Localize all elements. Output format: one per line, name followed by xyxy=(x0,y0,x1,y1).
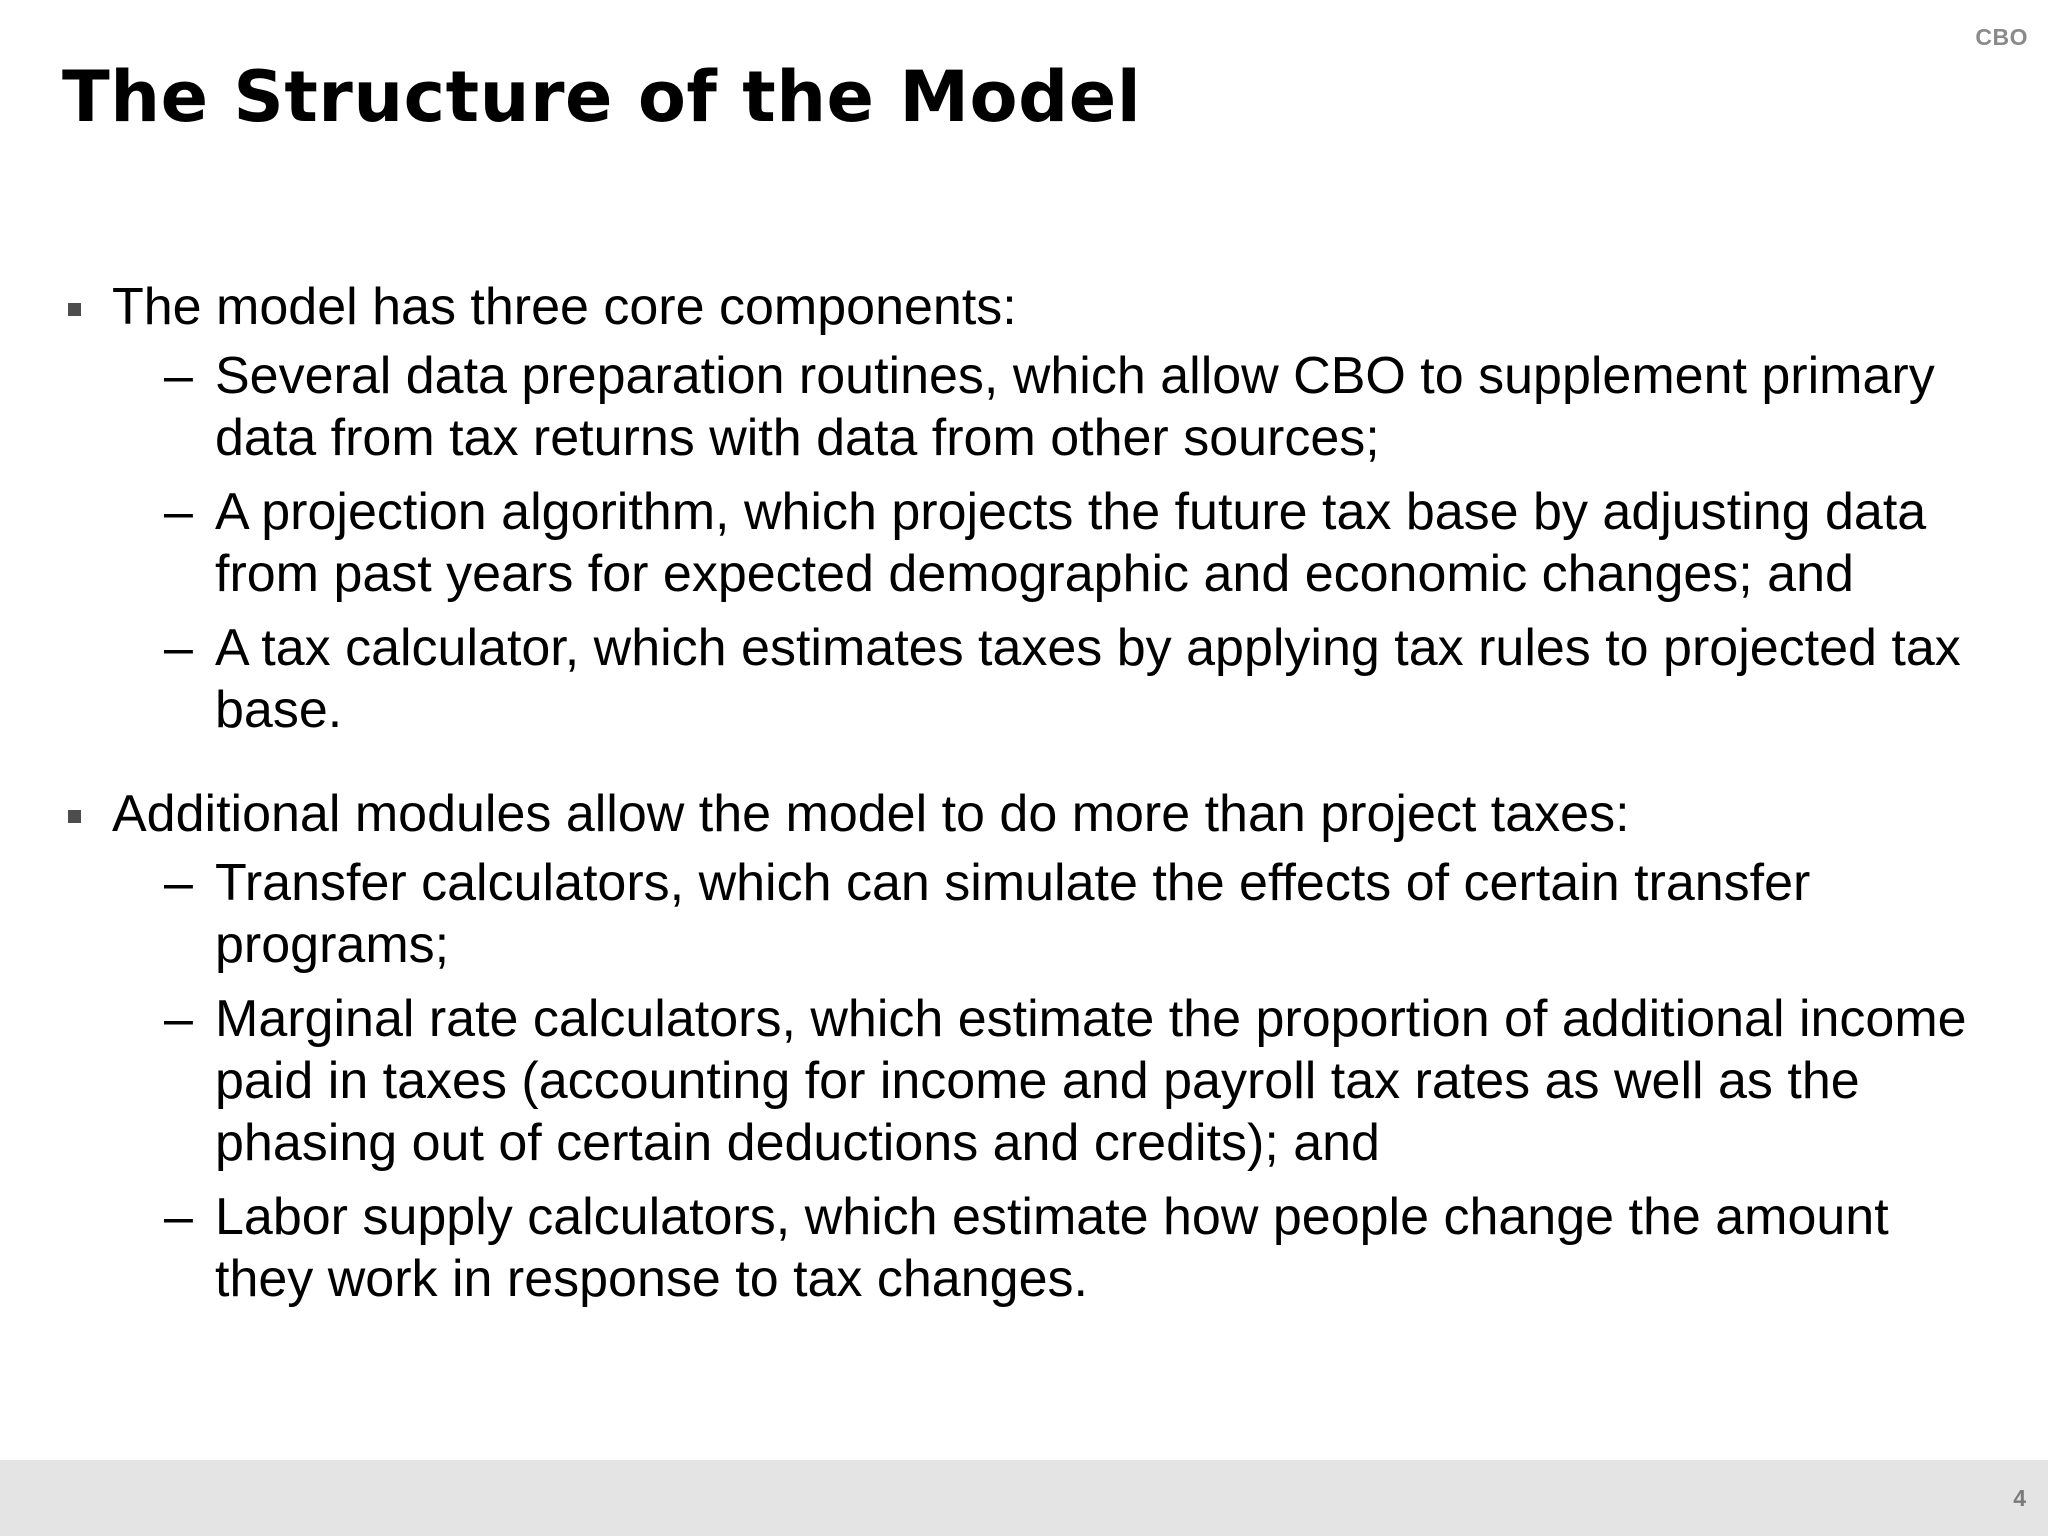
sub-item-text: Transfer calculators, which can simulate the effects of certain transfer programs; xyxy=(215,854,1811,974)
slide-content xyxy=(0,276,2048,1322)
bullet-line xyxy=(0,276,2048,338)
sub-item xyxy=(0,852,2048,976)
sub-item xyxy=(0,1186,2048,1310)
sub-item-text: A projection algorithm, which projects the future tax base by adjusting data from past years for expected demographic and economic changes; and xyxy=(215,483,1927,603)
dash-bullet-icon: – xyxy=(164,1188,193,1246)
dash-bullet-icon: – xyxy=(164,854,193,912)
sub-item-text: A tax calculator, which estimates taxes by applying tax rules to projected tax base. xyxy=(215,619,1961,739)
org-tag: CBO xyxy=(1975,24,2028,50)
sub-item xyxy=(0,617,2048,741)
sub-list xyxy=(0,345,2048,741)
bullet-text: Additional modules allow the model to do more than project taxes: xyxy=(112,785,1630,843)
sub-item xyxy=(0,988,2048,1174)
bullet-line xyxy=(0,783,2048,845)
bullet-text: The model has three core components: xyxy=(112,278,1017,336)
slide-title: The Structure of the Model xyxy=(62,56,1142,138)
bullet-item xyxy=(0,783,2048,1310)
sub-item-text: Several data preparation routines, which allow CBO to supplement primary data from tax returns with data from other sources; xyxy=(215,347,1935,467)
page-number: 4 xyxy=(2013,1485,2026,1511)
dash-bullet-icon: – xyxy=(164,347,193,405)
footer-bar xyxy=(0,1460,2048,1536)
sub-item-text: Labor supply calculators, which estimate how people change the amount they work in response to tax changes. xyxy=(215,1188,1889,1308)
bullet-item xyxy=(0,276,2048,741)
dash-bullet-icon: – xyxy=(164,619,193,677)
sub-item xyxy=(0,481,2048,605)
sub-item-text: Marginal rate calculators, which estimate the proportion of additional income paid in taxes (accounting for income and payroll tax rates as well as the phasing out of certain deductions and credits); and xyxy=(215,990,1967,1172)
square-bullet-icon xyxy=(68,810,81,823)
sub-item xyxy=(0,345,2048,469)
sub-list xyxy=(0,852,2048,1310)
square-bullet-icon xyxy=(68,303,81,316)
dash-bullet-icon: – xyxy=(164,990,193,1048)
dash-bullet-icon: – xyxy=(164,483,193,541)
